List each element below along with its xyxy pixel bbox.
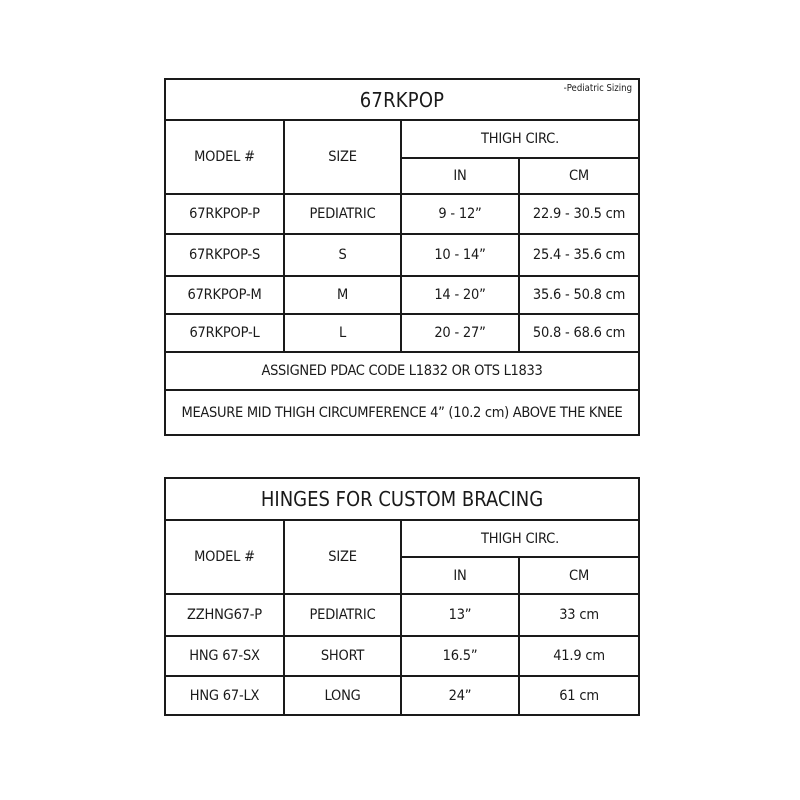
header-size: SIZE [284,120,401,194]
header-model: MODEL # [165,120,284,194]
cell-size: SHORT [284,636,401,676]
cell-cm: 41.9 cm [519,636,639,676]
header-thigh-circ: THIGH CIRC. [401,520,639,557]
cell-model: HNG 67-SX [165,636,284,676]
cell-model: 67RKPOP-L [165,314,284,352]
measure-instruction: MEASURE MID THIGH CIRCUMFERENCE 4” (10.2 cm) ABOVE THE KNEE [165,390,639,435]
cell-cm: 25.4 - 35.6 cm [519,234,639,276]
header-thigh-circ: THIGH CIRC. [401,120,639,158]
cell-in: 14 - 20” [401,276,519,314]
cell-cm: 33 cm [519,594,639,636]
cell-cm: 22.9 - 30.5 cm [519,194,639,234]
cell-model: 67RKPOP-M [165,276,284,314]
table-title-cell [165,79,639,120]
cell-model: 67RKPOP-P [165,194,284,234]
cell-model: HNG 67-LX [165,676,284,715]
header-cm: CM [519,557,639,594]
header-in: IN [401,557,519,594]
cell-in: 20 - 27” [401,314,519,352]
cell-cm: 50.8 - 68.6 cm [519,314,639,352]
header-in: IN [401,158,519,194]
cell-size: LONG [284,676,401,715]
table-title: HINGES FOR CUSTOM BRACING [165,478,639,520]
cell-size: L [284,314,401,352]
table-title: 67RKPOP [359,87,445,112]
cell-size: PEDIATRIC [284,594,401,636]
pediatric-sizing-table [164,78,640,436]
custom-bracing-hinges-table [164,477,640,716]
cell-model: ZZHNG67-P [165,594,284,636]
table-row [165,194,639,234]
cell-in: 24” [401,676,519,715]
cell-size: S [284,234,401,276]
table-row [165,314,639,352]
cell-cm: 61 cm [519,676,639,715]
cell-in: 9 - 12” [401,194,519,234]
table-row [165,276,639,314]
table-row [165,594,639,636]
table-subtitle: -Pediatric Sizing [563,83,633,94]
table-row [165,234,639,276]
cell-in: 13” [401,594,519,636]
cell-cm: 35.6 - 50.8 cm [519,276,639,314]
cell-in: 10 - 14” [401,234,519,276]
header-cm: CM [519,158,639,194]
cell-size: PEDIATRIC [284,194,401,234]
cell-in: 16.5” [401,636,519,676]
cell-model: 67RKPOP-S [165,234,284,276]
header-size: SIZE [284,520,401,594]
table-row [165,676,639,715]
header-model: MODEL # [165,520,284,594]
pdac-code-note: ASSIGNED PDAC CODE L1832 OR OTS L1833 [165,352,639,390]
cell-size: M [284,276,401,314]
table-row [165,636,639,676]
